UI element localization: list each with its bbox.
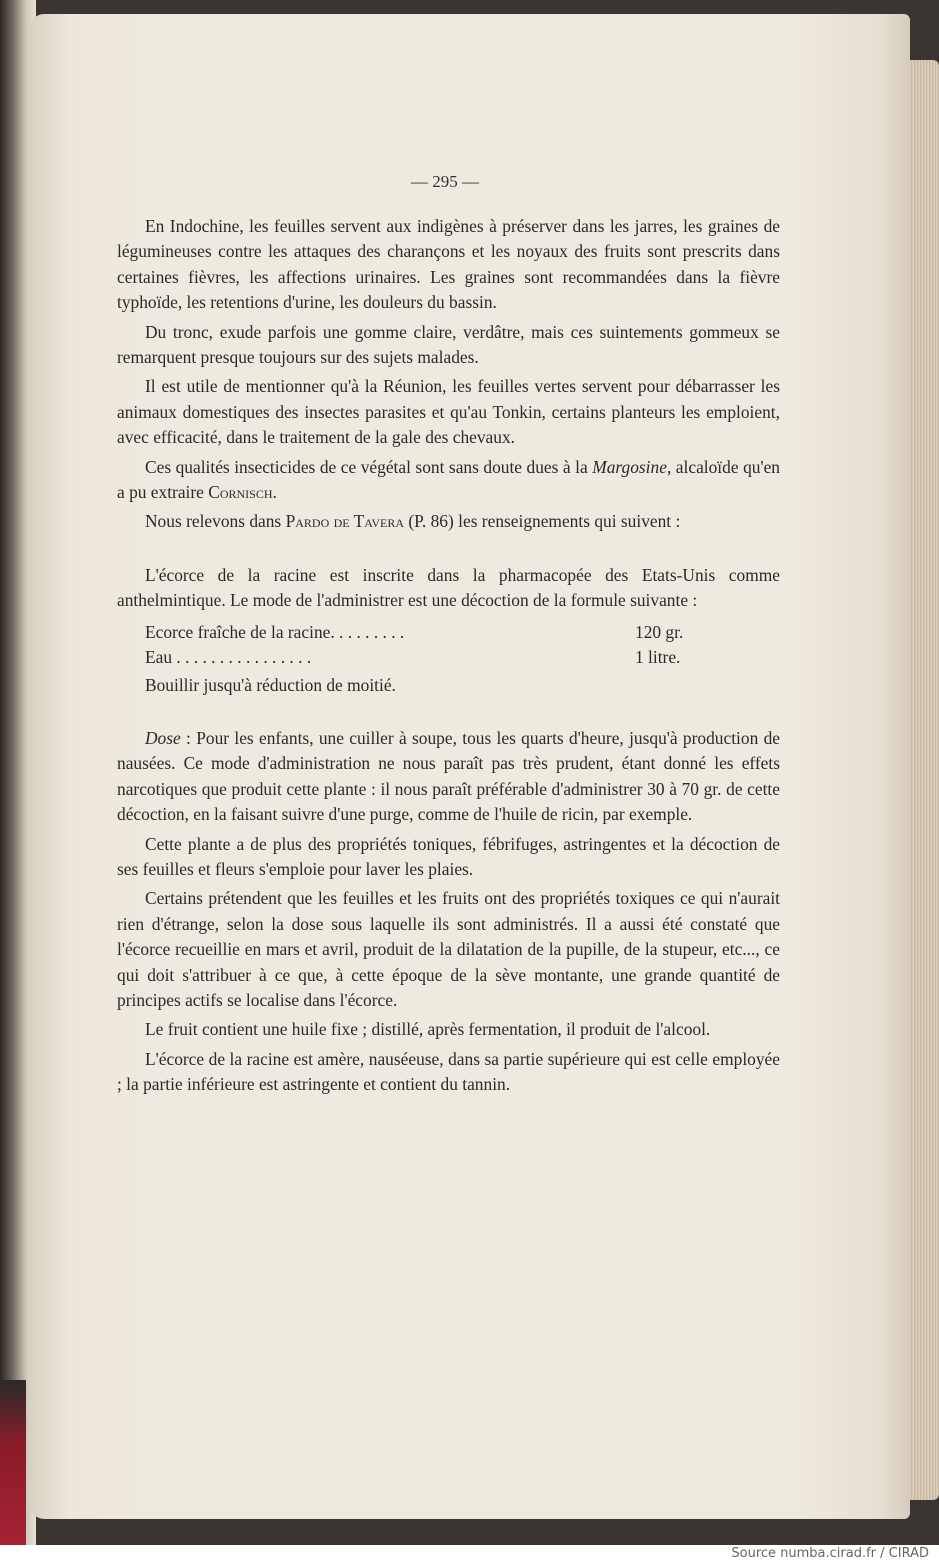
paragraph-margosine: Ces qualités insecticides de ce végétal sont sans doute dues à la Margosine, alcaloïde qu'en a pu extraire Cornisch. [117, 456, 781, 503]
margosine-term: Margosine [592, 456, 667, 477]
author-cornisch: Cornisch [208, 482, 273, 503]
boil-instruction: Bouillir jusqu'à réduction de moitié. [145, 674, 396, 695]
page-body [117, 214, 780, 1098]
recipe-row: Ecorce fraîche de la racine. . . . . . . . . 120 gr. [145, 621, 684, 642]
binding-ribbon [0, 1380, 26, 1545]
book-page [30, 14, 910, 1519]
paragraph: Il est utile de mentionner qu'à la Réunion, les feuilles vertes servent pour débarrasser les animaux domestiques des insectes parasites et qu'au Tonkin, certains planteurs les emploient, avec efficacité, dans le traitement de la gale des chevaux. [117, 376, 780, 448]
paragraph: En Indochine, les feuilles servent aux indigènes à préserver dans les jarres, les graines de légumineuses contre les attaques des charançons et les noyaux des fruits sont prescrits dans certaines fièvres, les affections urinaires. Les graines sont recommandées dans la fièvre typhoïde, les retentions d'urine, les douleurs du bassin. [117, 216, 780, 313]
paragraph: Certains prétendent que les feuilles et les fruits ont des propriétés toxiques ce qui n'aurait rien d'étrange, selon la dose sous laquelle ils sont administrés. Il a aussi été constaté que l'écorce recueillie en mars et avril, produit de la dilatation de la pupille, de la stupeur, etc..., ce qui doit s'attribuer à ce que, à cette époque de la sève montante, une grande quantité de principes actifs se localise dans l'écorce. [117, 888, 780, 1010]
source-credit: Source numba.cirad.fr / CIRAD [731, 1546, 929, 1561]
quote-intro: L'écorce de la racine est inscrite dans la pharmacopée des Etats-Unis comme anthelmintique. Le mode de l'administrer est une décoction de la formule suivante : [117, 564, 780, 611]
recipe-list [145, 620, 780, 671]
paragraph: Le fruit contient une huile fixe ; distillé, après fermentation, il produit de l'alcool. [145, 1019, 711, 1040]
paragraph: Cette plante a de plus des propriétés toniques, fébrifuges, astringentes et la décoction de ses feuilles et fleurs s'emploie pour laver les plaies. [117, 833, 780, 879]
paragraph: L'écorce de la racine est amère, nauséeuse, dans sa partie supérieure qui est celle employée ; la partie inférieure est astringente et contient du tannin. [117, 1048, 780, 1095]
paragraph: Du tronc, exude parfois une gomme claire, verdâtre, mais ces suintements gommeux se remarquent presque toujours sur des sujets malades. [117, 321, 780, 368]
recipe-row: Eau . . . . . . . . . . . . . . . . 1 litre. [145, 647, 681, 668]
dose-label: Dose [145, 727, 181, 748]
dose-paragraph: Dose : Pour les enfants, une cuiller à soupe, tous les quarts d'heure, jusqu'à production de nausées. Ce mode d'administration ne nous paraît pas très prudent, étant donné les effets narcotiques que produit cette plante : il nous paraît préférable d'administrer 30 à 70 gr. de cette décoction, en la faisant suivre d'une purge, comme de l'huile de ricin, par exemple. [117, 727, 780, 825]
page-edges [905, 60, 939, 1500]
paragraph-pardo: Nous relevons dans Pardo de Tavera (P. 86) les renseignements qui suivent : [145, 511, 681, 532]
author-pardo: Pardo de Tavera [285, 511, 405, 532]
page-number: — 295 — [411, 172, 479, 191]
